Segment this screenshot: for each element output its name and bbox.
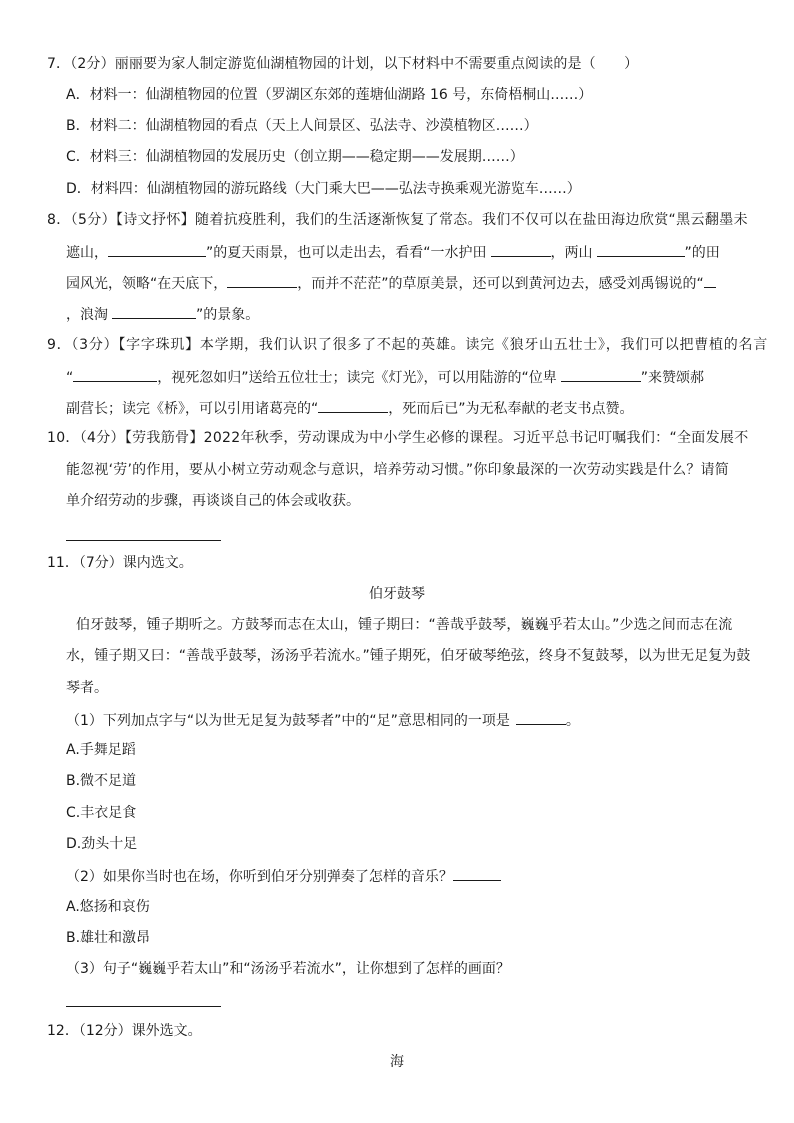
- q12-passage-title-text: 海: [390, 1054, 404, 1070]
- q9-line-2c-text: ”来赞颂郝: [640, 370, 705, 386]
- q11-sub1-blank[interactable]: [516, 709, 566, 725]
- q7-option-a: [66, 85, 592, 105]
- q11-stem-text: 11．（7分）课内选文。: [47, 555, 193, 571]
- q9-line-1-text: 9．（3分）【字字珠玑】本学期，我们认识了很多了不起的英雄。读完《狼牙山五壮士》，我们可以把曹植的名言: [47, 337, 769, 353]
- q8-line-2: [66, 241, 720, 261]
- q9-blank-1[interactable]: [73, 366, 157, 382]
- q7-option-b-text: B．材料二：仙湖植物园的看点（天上人间景区、弘法寺、沙漠植物区……）: [66, 118, 538, 134]
- q7-option-a-text: A．材料一：仙湖植物园的位置（罗湖区东郊的莲塘仙湖路 16 号，东倚梧桐山……）: [66, 87, 593, 103]
- q8-line-3b-text: ，而并不茫茫”的草原美景，还可以到黄河边去，感受刘禹锡说的“: [297, 276, 704, 292]
- q8-line-4a-text: ，浪淘: [66, 307, 108, 323]
- q12-stem: [47, 1021, 202, 1041]
- q8-line-3a-text: 园风光，领略“在天底下，: [66, 276, 228, 292]
- q9-line-3a-text: 副营长；读完《桥》，可以引用诸葛亮的“: [66, 401, 319, 417]
- q11-sub1-option-d: [66, 834, 137, 854]
- q11-sub1-end: 。: [565, 713, 580, 729]
- q11-sub1-option-b-text: B.微不足道: [66, 773, 137, 789]
- q11-sub2: [66, 865, 501, 885]
- q10-line-3-text: 单介绍劳动的步骤，再谈谈自己的体会或收获。: [66, 493, 360, 509]
- q9-line-3: [66, 397, 634, 417]
- q9-blank-2[interactable]: [561, 366, 641, 382]
- q11-sub1-option-c-text: C.丰衣足食: [66, 805, 137, 821]
- q11-passage-line-3-text: 琴者。: [66, 680, 108, 696]
- q9-blank-3[interactable]: [318, 397, 388, 413]
- q11-sub3: [66, 959, 510, 979]
- q11-sub2-blank[interactable]: [453, 865, 501, 881]
- q10-line-3: [66, 491, 360, 511]
- q12-passage-title: [0, 1052, 794, 1072]
- q11-sub1-option-b: [66, 771, 136, 791]
- q11-sub2-option-b-text: B.雄壮和激昂: [66, 930, 151, 946]
- q9-line-2: [66, 366, 704, 386]
- q11-sub1: [66, 709, 580, 729]
- q10-answer-line[interactable]: [66, 540, 221, 541]
- q8-line-2d-text: ”的田: [684, 245, 720, 261]
- q8-blank-2[interactable]: [491, 241, 551, 257]
- q11-sub2-option-a: [66, 897, 150, 917]
- q7-option-c-text: C．材料三：仙湖植物园的发展历史（创立期——稳定期——发展期……）: [66, 149, 524, 165]
- q9-line-2b-text: ，视死忽如归”送给五位壮士；读完《灯光》，可以用陆游的“位卑: [157, 370, 557, 386]
- q12-stem-text: 12．（12分）课外选文。: [47, 1023, 202, 1039]
- q7-option-b: [66, 116, 538, 136]
- q8-blank-6[interactable]: [112, 303, 196, 319]
- q7-option-c: [66, 147, 524, 167]
- q8-blank-4[interactable]: [227, 272, 297, 288]
- q8-blank-1[interactable]: [108, 241, 206, 257]
- q8-line-2a-text: 遮山，: [66, 245, 108, 261]
- q11-sub1-option-a-text: A.手舞足蹈: [66, 742, 136, 758]
- q8-line-1: [47, 210, 748, 230]
- q11-passage-line-2: [66, 646, 751, 666]
- q8-line-2b-text: ”的夏天雨景，也可以走出去，看看“一水护田: [206, 245, 487, 261]
- q11-sub2-option-a-text: A.悠扬和哀伤: [66, 899, 150, 915]
- q11-passage-line-2-text: 水，锺子期又曰：“善哉乎鼓琴，汤汤乎若流水。”锺子期死，伯牙破琴绝弦，终身不复鼓琴，以为世无足复为鼓: [66, 648, 751, 664]
- q10-line-2: [66, 460, 729, 480]
- q7-stem-text: 7．（2分）丽丽要为家人制定游览仙湖植物园的计划，以下材料中不需要重点阅读的是（ ）: [47, 56, 639, 72]
- q9-line-1: [47, 335, 768, 355]
- q11-passage-title: [0, 584, 794, 604]
- q10-line-1: [47, 428, 749, 448]
- q7-option-d-text: D．材料四：仙湖植物园的游玩路线（大门乘大巴——弘法寺换乘观光游览车……）: [66, 181, 581, 197]
- q11-passage-title-text: 伯牙鼓琴: [369, 586, 425, 602]
- q10-line-1-text: 10．（4分）【劳我筋骨】2022年秋季，劳动课成为中小学生必修的课程。习近平总书记叮嘱我们：“全面发展不: [47, 430, 749, 446]
- q11-passage-line-1: [76, 615, 732, 635]
- q11-sub1-option-d-text: D.劲头十足: [66, 836, 138, 852]
- q11-sub1-option-a: [66, 740, 136, 760]
- q9-line-3b-text: ，死而后已”为无私奉献的老支书点赞。: [388, 401, 634, 417]
- q11-sub2-text: （2）如果你当时也在场，你听到伯牙分别弹奏了怎样的音乐？: [66, 869, 453, 885]
- q11-stem: [47, 553, 193, 573]
- q8-line-1-text: 8．（5分）【诗文抒怀】随着抗疫胜利，我们的生活逐渐恢复了常态。我们不仅可以在盐田海边欣赏“黑云翻墨未: [47, 212, 748, 228]
- q8-line-4b-text: ”的景象。: [196, 307, 260, 323]
- q8-line-2c-text: ，两山: [550, 245, 593, 261]
- q7-stem: [47, 54, 638, 74]
- q11-sub1-text: （1）下列加点字与“以为世无足复为鼓琴者”中的“足”意思相同的一项是: [66, 713, 510, 729]
- q11-sub1-option-c: [66, 803, 136, 823]
- q11-sub3-text: （3）句子“巍巍乎若太山”和“汤汤乎若流水”，让你想到了怎样的画面？: [66, 961, 510, 977]
- q8-line-4: [66, 303, 259, 323]
- q8-line-3: [66, 272, 716, 292]
- q11-sub3-answer-line[interactable]: [66, 1006, 221, 1007]
- q11-passage-line-3: [66, 678, 108, 698]
- q11-sub2-option-b: [66, 928, 150, 948]
- q9-line-2a-text: “: [66, 370, 74, 386]
- q11-passage-line-1-text: 伯牙鼓琴，锺子期听之。方鼓琴而志在太山，锺子期曰：“善哉乎鼓琴，巍巍乎若太山。”少选之间而志在流: [76, 617, 733, 633]
- q8-blank-3[interactable]: [597, 241, 685, 257]
- q7-option-d: [66, 179, 581, 199]
- q10-line-2-text: 能忽视‘劳’的作用，要从小树立劳动观念与意识，培养劳动习惯。”你印象最深的一次劳动实践是什么？请简: [66, 462, 729, 478]
- q8-blank-5[interactable]: [704, 272, 716, 288]
